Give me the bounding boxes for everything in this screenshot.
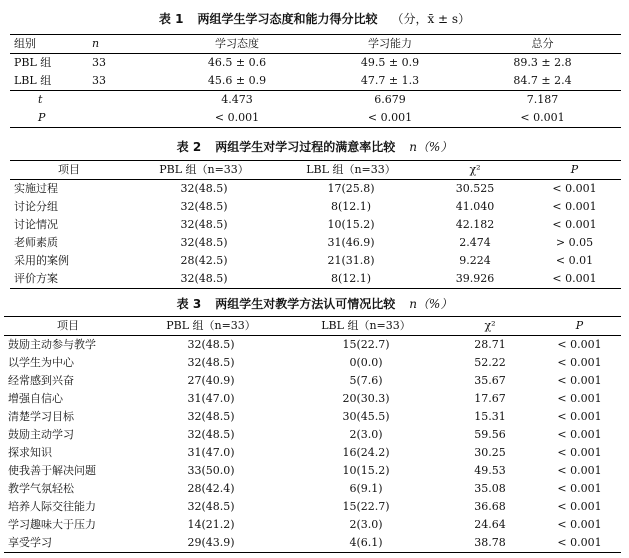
table-cell: < 0.001	[552, 182, 597, 195]
table1-caption-unit: （分，x̄ ± s）	[391, 12, 471, 26]
table-cell: 7.187	[464, 91, 621, 110]
table3-header-item: 项目	[4, 317, 132, 336]
table-cell: 32(48.5)	[180, 236, 228, 249]
table-row	[4, 336, 621, 355]
table-cell: 6(9.1)	[349, 482, 383, 495]
table-cell: 学习趣味大于压力	[8, 518, 96, 531]
table3	[4, 316, 621, 553]
table-row	[10, 91, 621, 110]
table-cell: < 0.001	[538, 534, 621, 553]
table-cell: 4.473	[158, 91, 316, 110]
table-cell: LBL 组	[14, 74, 52, 87]
table-cell: 教学气氛轻松	[8, 482, 74, 495]
table-cell: < 0.001	[552, 218, 597, 231]
table-cell: < 0.001	[557, 446, 602, 459]
table-cell: 8(12.1)	[280, 270, 422, 289]
table-cell: 35.67	[474, 374, 506, 387]
table-row	[10, 234, 621, 252]
table-cell: 41.040	[455, 200, 495, 213]
table-row	[4, 390, 621, 408]
table-cell: 8(12.1)	[330, 200, 372, 213]
table2-caption-unit: n（%）	[409, 140, 453, 154]
table-cell: 35.08	[474, 482, 506, 495]
table3-header-lbl: LBL 组（n=33）	[290, 317, 442, 336]
table-cell: 14(21.2)	[187, 518, 235, 531]
table-cell: 49.53	[474, 464, 506, 477]
table2-caption-number: 表 2	[176, 140, 202, 154]
table1-caption-number: 表 1	[158, 12, 184, 26]
table-cell: 采用的案例	[14, 254, 69, 267]
table-cell: 清楚学习目标	[8, 410, 74, 423]
table-cell: 32(48.5)	[187, 410, 235, 423]
table-cell	[88, 91, 158, 110]
table-cell: 36.68	[474, 500, 506, 513]
table1-header-row	[10, 35, 621, 54]
table-cell: 30.25	[474, 446, 506, 459]
table3-caption-unit: n（%）	[409, 297, 453, 311]
table-row	[4, 462, 621, 480]
table-cell: 30.525	[455, 182, 495, 195]
table3-header-p: P	[538, 317, 621, 336]
table2-header-p: P	[528, 161, 621, 180]
table1-header-group: 组别	[10, 35, 88, 54]
table1-caption-title: 两组学生学习态度和能力得分比较	[197, 12, 378, 26]
table-row	[4, 534, 621, 553]
table-cell: < 0.001	[557, 338, 602, 351]
table1-header-attitude: 学习态度	[158, 35, 316, 54]
table-cell: 10(15.2)	[342, 464, 390, 477]
table-cell: 32(48.5)	[180, 218, 228, 231]
table-cell: 老师素质	[14, 236, 58, 249]
table-cell: < 0.001	[557, 464, 602, 477]
table-cell: 30(45.5)	[342, 410, 390, 423]
table-cell: 28.71	[474, 338, 506, 351]
table-cell: 32(48.5)	[187, 428, 235, 441]
table-cell: 17.67	[474, 392, 506, 405]
table-cell: < 0.001	[557, 482, 602, 495]
table-cell: PBL 组	[14, 56, 52, 69]
table-cell: 45.6 ± 0.9	[207, 74, 267, 87]
table-cell: 33(50.0)	[187, 464, 235, 477]
table2-caption-title: 两组学生对学习过程的满意率比较	[215, 140, 396, 154]
table1-header-ability: 学习能力	[316, 35, 464, 54]
table1-header-total: 总分	[464, 35, 621, 54]
table-cell: > 0.05	[555, 236, 594, 249]
table-cell: 2(3.0)	[349, 518, 383, 531]
table-row	[4, 372, 621, 390]
table-cell: 17(25.8)	[327, 182, 375, 195]
table-cell: 31(47.0)	[187, 446, 235, 459]
table-row	[10, 270, 621, 289]
table-cell: 20(30.3)	[342, 392, 390, 405]
table-cell: 33	[92, 56, 106, 69]
table-cell: 52.22	[474, 356, 506, 369]
table-cell: 31(47.0)	[187, 392, 235, 405]
table2-header-row	[10, 161, 621, 180]
table-cell: 32(48.5)	[187, 500, 235, 513]
table-cell: 5(7.6)	[349, 374, 383, 387]
table-cell: 9.224	[459, 254, 491, 267]
table-cell: 32(48.5)	[187, 338, 235, 351]
table-cell: 49.5 ± 0.9	[360, 56, 420, 69]
table-cell: < 0.001	[552, 200, 597, 213]
table2-header-pbl: PBL 组（n=33）	[128, 161, 280, 180]
table-cell: 以学生为中心	[8, 356, 74, 369]
table-cell: 16(24.2)	[342, 446, 390, 459]
table2-header-lbl: LBL 组（n=33）	[280, 161, 422, 180]
table-cell: 24.64	[474, 518, 506, 531]
table-row	[4, 480, 621, 498]
table-cell: 鼓励主动参与教学	[8, 338, 96, 351]
table-cell: < 0.001	[316, 109, 464, 128]
table-cell: < 0.001	[557, 500, 602, 513]
table-row	[10, 54, 621, 73]
table-row	[4, 408, 621, 426]
table-cell: 10(15.2)	[327, 218, 375, 231]
table-cell: 探求知识	[8, 446, 52, 459]
table-cell: 33	[92, 74, 106, 87]
table-cell: 使我善于解决问题	[8, 464, 96, 477]
table-cell: 28(42.5)	[180, 254, 228, 267]
table-row	[10, 216, 621, 234]
table-row	[4, 354, 621, 372]
table2-caption	[0, 138, 629, 155]
table3-caption-number: 表 3	[176, 297, 202, 311]
table-cell: 32(48.5)	[187, 356, 235, 369]
table-cell: < 0.001	[464, 109, 621, 128]
table-cell	[88, 109, 158, 128]
table-cell: 讨论分组	[14, 200, 58, 213]
table-cell: 2.474	[459, 236, 491, 249]
table-cell: 28(42.4)	[187, 482, 235, 495]
table-cell: 讨论情况	[14, 218, 58, 231]
table3-header-chi2: χ²	[442, 317, 538, 336]
table-cell: < 0.001	[557, 392, 602, 405]
table-cell: 享受学习	[4, 534, 132, 553]
table-cell: 2(3.0)	[349, 428, 383, 441]
table-cell: 29(43.9)	[132, 534, 290, 553]
table-cell: 59.56	[474, 428, 506, 441]
table-cell: 15(22.7)	[342, 338, 390, 351]
table3-header-pbl: PBL 组（n=33）	[132, 317, 290, 336]
table-cell: 39.926	[422, 270, 528, 289]
table-cell: 评价方案	[10, 270, 128, 289]
table2-header-item: 项目	[10, 161, 128, 180]
table-cell: < 0.001	[557, 356, 602, 369]
table-cell: 实施过程	[14, 182, 58, 195]
table-row	[10, 198, 621, 216]
table-cell: 4(6.1)	[290, 534, 442, 553]
table-cell: 鼓励主动学习	[8, 428, 74, 441]
table-cell: < 0.001	[557, 428, 602, 441]
table-row	[10, 72, 621, 91]
table-cell: < 0.001	[557, 410, 602, 423]
table-cell: 42.182	[455, 218, 495, 231]
table-cell: < 0.001	[528, 270, 621, 289]
table1-header-n: n	[88, 35, 158, 54]
table-cell: 46.5 ± 0.6	[207, 56, 267, 69]
table-cell: 增强自信心	[8, 392, 63, 405]
table-row	[4, 444, 621, 462]
table-cell: 47.7 ± 1.3	[360, 74, 420, 87]
table-cell: 89.3 ± 2.8	[513, 56, 572, 69]
table-cell: < 0.001	[158, 109, 316, 128]
table-cell: 经常感到兴奋	[8, 374, 74, 387]
table2-header-chi2: χ²	[422, 161, 528, 180]
table-cell: 0(0.0)	[349, 356, 383, 369]
table-cell: 15(22.7)	[342, 500, 390, 513]
table-row	[4, 498, 621, 516]
table1	[10, 34, 621, 128]
table-cell: 32(48.5)	[128, 270, 280, 289]
table-cell: 27(40.9)	[187, 374, 235, 387]
table-cell: 32(48.5)	[180, 182, 228, 195]
table3-header-row	[4, 317, 621, 336]
table-row	[10, 252, 621, 270]
table-cell: < 0.01	[555, 254, 594, 267]
table-row	[10, 109, 621, 128]
table3-caption-title: 两组学生对教学方法认可情况比较	[215, 297, 396, 311]
table-cell: 38.78	[442, 534, 538, 553]
table-cell: 31(46.9)	[327, 236, 375, 249]
table-cell: 32(48.5)	[180, 200, 228, 213]
table-cell: t	[10, 91, 88, 110]
table-row	[4, 516, 621, 534]
table-cell: 培养人际交往能力	[8, 500, 96, 513]
table-cell: 21(31.8)	[327, 254, 375, 267]
table-cell: 84.7 ± 2.4	[513, 74, 572, 87]
table-cell: 15.31	[474, 410, 506, 423]
table-cell: P	[10, 109, 88, 128]
table3-caption	[0, 295, 629, 312]
table-cell: 6.679	[316, 91, 464, 110]
table-cell: < 0.001	[557, 518, 602, 531]
table-row	[10, 180, 621, 199]
table-cell: < 0.001	[557, 374, 602, 387]
table-row	[4, 426, 621, 444]
table1-caption	[0, 10, 629, 27]
table2	[10, 160, 621, 289]
